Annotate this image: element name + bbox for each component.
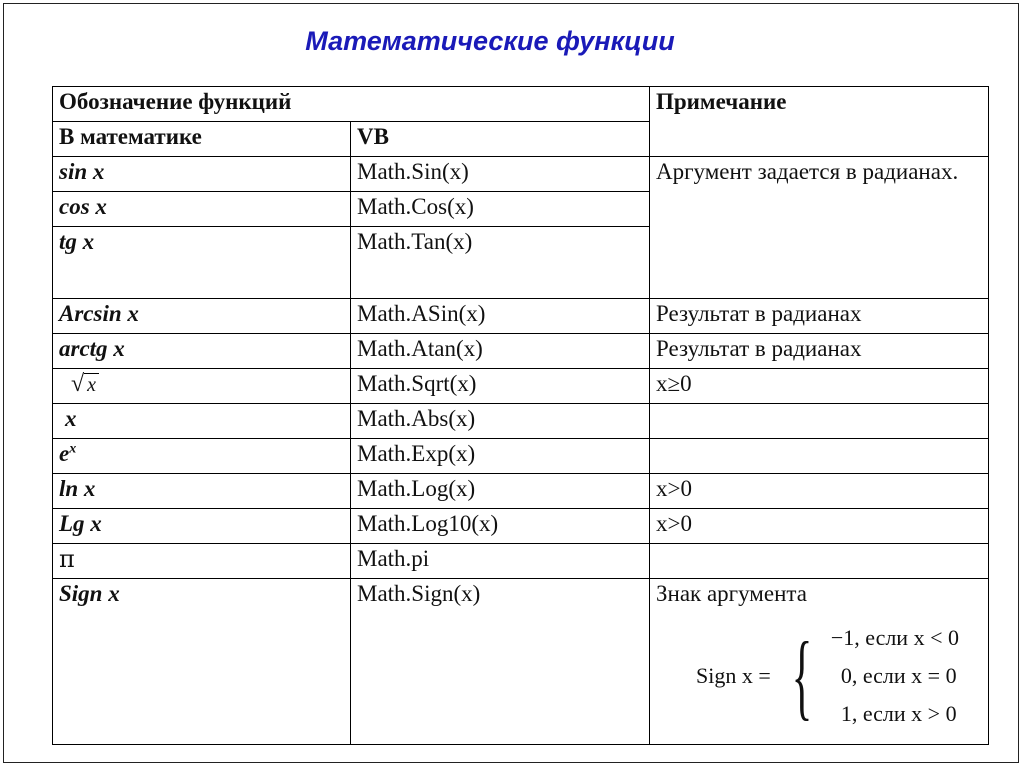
note-cell: Результат в радианах bbox=[650, 299, 989, 334]
note-cell: x≥0 bbox=[650, 369, 989, 404]
table-row bbox=[53, 404, 989, 439]
table-row bbox=[53, 579, 989, 745]
table-header-row bbox=[53, 87, 989, 122]
sign-formula-lhs: Sign x = bbox=[696, 663, 771, 688]
header-vb: VB bbox=[351, 122, 650, 157]
table-row bbox=[53, 369, 989, 404]
table-row bbox=[53, 299, 989, 334]
vb-cell: Math.Log(x) bbox=[351, 474, 650, 509]
vb-cell: Math.Sin(x) bbox=[351, 157, 650, 192]
note-cell-sign bbox=[650, 579, 989, 745]
note-cell: x>0 bbox=[650, 474, 989, 509]
sqrt-icon: √ bbox=[71, 371, 85, 397]
table-row bbox=[53, 474, 989, 509]
table-row bbox=[53, 509, 989, 544]
vb-cell: Math.pi bbox=[351, 544, 650, 579]
note-cell: Результат в радианах bbox=[650, 334, 989, 369]
header-functions: Обозначение функций bbox=[53, 87, 650, 122]
math-cell: Sign x bbox=[53, 579, 351, 745]
page-title: Математические функции bbox=[305, 26, 675, 56]
table-row bbox=[53, 157, 989, 192]
sign-case: 1, если x > 0 bbox=[840, 701, 957, 726]
math-cell: sin x bbox=[53, 157, 351, 192]
note-cell: x>0 bbox=[650, 509, 989, 544]
math-cell: cos x bbox=[53, 192, 351, 227]
vb-cell: Math.ASin(x) bbox=[351, 299, 650, 334]
note-cell bbox=[650, 404, 989, 439]
math-cell-abs: x bbox=[53, 404, 351, 439]
math-cell: ln x bbox=[53, 474, 351, 509]
exp-power: x bbox=[69, 441, 77, 457]
vb-cell: Math.Cos(x) bbox=[351, 192, 650, 227]
table-row bbox=[53, 334, 989, 369]
vb-cell: Math.Sqrt(x) bbox=[351, 369, 650, 404]
math-cell: tg x bbox=[53, 227, 351, 299]
sign-case: 0, если x = 0 bbox=[840, 663, 957, 688]
pi-symbol: π bbox=[59, 545, 75, 573]
sqrt-expression bbox=[71, 369, 99, 400]
header-math: В математике bbox=[53, 122, 351, 157]
math-cell-pi bbox=[53, 544, 351, 579]
vb-cell: Math.Abs(x) bbox=[351, 404, 650, 439]
sign-note-text: Знак аргумента bbox=[656, 581, 807, 606]
math-cell: Lg x bbox=[53, 509, 351, 544]
note-cell bbox=[650, 544, 989, 579]
table-row bbox=[53, 544, 989, 579]
math-cell: Arcsin x bbox=[53, 299, 351, 334]
header-note: Примечание bbox=[650, 87, 989, 157]
table-row bbox=[53, 439, 989, 474]
math-cell-sqrt bbox=[53, 369, 351, 404]
functions-table bbox=[52, 86, 989, 745]
vb-cell: Math.Atan(x) bbox=[351, 334, 650, 369]
sign-piecewise-formula bbox=[696, 619, 982, 733]
math-cell: arctg x bbox=[53, 334, 351, 369]
vb-cell: Math.Sign(x) bbox=[351, 579, 650, 745]
sign-formula-cases bbox=[831, 619, 959, 733]
vb-cell: Math.Exp(x) bbox=[351, 439, 650, 474]
vb-cell: Math.Log10(x) bbox=[351, 509, 650, 544]
exp-base: e bbox=[59, 441, 70, 466]
math-cell-exp bbox=[53, 439, 351, 474]
note-cell bbox=[650, 439, 989, 474]
note-cell-trig: Аргумент задается в радианах. bbox=[650, 157, 989, 299]
vb-cell: Math.Tan(x) bbox=[351, 227, 650, 299]
curly-brace-icon: { bbox=[791, 622, 813, 729]
sign-case: −1, если x < 0 bbox=[830, 625, 959, 650]
sqrt-argument: x bbox=[84, 373, 99, 396]
